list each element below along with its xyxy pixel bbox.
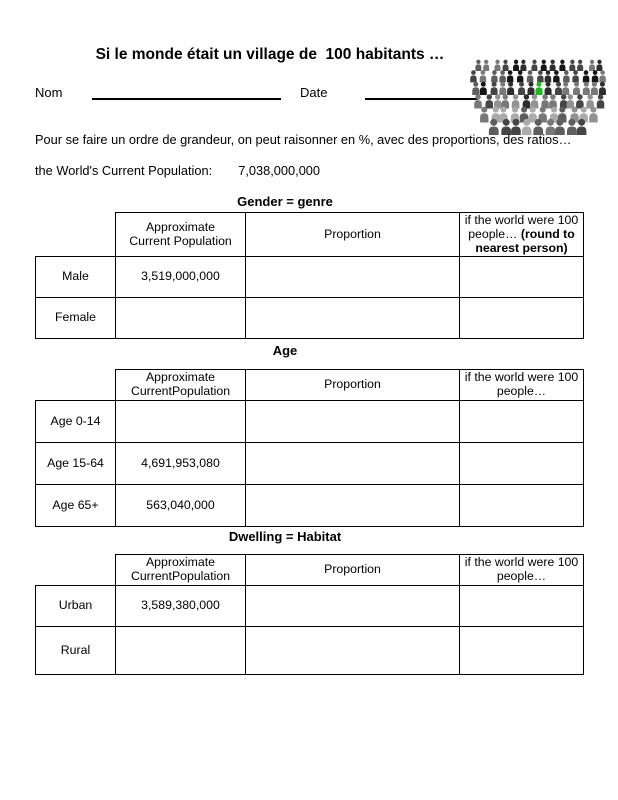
village-cell [460, 485, 584, 527]
date-blank-line [365, 98, 478, 100]
person-icon [531, 94, 539, 108]
table-row [36, 627, 584, 675]
person-icon [591, 82, 598, 95]
village-header-cell [460, 370, 584, 401]
person-icon [507, 70, 513, 82]
proportion-cell [246, 401, 460, 443]
person-icon [563, 70, 570, 82]
person-icon [572, 70, 578, 82]
person-icon [472, 82, 479, 95]
proportion-header-cell: Proportion [246, 370, 460, 401]
proportion-cell [246, 257, 460, 298]
corner-cell [36, 213, 116, 257]
highlighted-person-icon [535, 82, 542, 95]
person-icon [599, 82, 606, 95]
population-cell [116, 627, 246, 675]
person-icon [517, 70, 523, 82]
person-icon [470, 70, 476, 82]
population-cell [116, 401, 246, 443]
world-population-line [35, 163, 320, 178]
table-row [36, 586, 584, 627]
age-section-heading: Age [272, 343, 298, 358]
person-icon [586, 94, 594, 108]
table-row [36, 298, 584, 339]
population-header-cell [116, 213, 246, 257]
page-title: Si le monde était un village de 100 habitants … [95, 46, 445, 63]
row-label-cell: Age 65+ [36, 485, 116, 527]
header-text: if the world were 100 people… [464, 213, 579, 241]
row-label-cell: Age 15-64 [36, 443, 116, 485]
person-icon [541, 94, 549, 108]
crowd-illustration [465, 55, 613, 135]
person-icon [512, 94, 520, 108]
person-icon [549, 94, 557, 108]
person-icon [573, 82, 580, 95]
row-label-cell: Male [36, 257, 116, 298]
person-icon [503, 60, 509, 71]
village-cell [460, 586, 584, 627]
person-icon [550, 60, 556, 71]
person-icon [589, 60, 595, 71]
person-icon [559, 60, 565, 71]
person-icon [555, 82, 562, 95]
person-icon [537, 70, 543, 82]
person-icon [599, 70, 605, 82]
person-icon [569, 60, 575, 71]
person-icon [576, 94, 584, 108]
person-icon [495, 60, 501, 71]
corner-cell [36, 555, 116, 586]
person-icon [545, 70, 552, 82]
person-icon [592, 70, 599, 82]
person-icon [567, 94, 575, 108]
person-icon [527, 70, 534, 82]
person-icon [583, 70, 590, 82]
person-icon [499, 70, 505, 82]
person-icon [560, 94, 568, 108]
person-icon [531, 60, 537, 71]
proportion-header-cell: Proportion [246, 213, 460, 257]
village-header-cell [460, 213, 584, 257]
population-cell: 3,589,380,000 [116, 586, 246, 627]
intro-text: Pour se faire un ordre de grandeur, on peut raisonner en %, avec des proportions, des ratios… [35, 132, 572, 147]
row-label-cell: Urban [36, 586, 116, 627]
person-icon [499, 82, 506, 95]
person-icon [483, 60, 489, 71]
person-icon [518, 82, 525, 95]
population-header-cell [116, 555, 246, 586]
person-icon [513, 60, 519, 71]
person-icon [520, 60, 526, 71]
person-icon [501, 94, 509, 108]
header-line: Current Population [129, 233, 232, 248]
population-header-cell [116, 370, 246, 401]
proportion-cell [246, 586, 460, 627]
proportion-header-cell: Proportion [246, 555, 460, 586]
person-icon [474, 94, 482, 108]
population-cell: 563,040,000 [116, 485, 246, 527]
header-text: if the world were 100 people… [464, 370, 579, 398]
row-label-cell: Female [36, 298, 116, 339]
header-line: Approximate [145, 370, 216, 385]
proportion-cell [246, 485, 460, 527]
header-line: Approximate [145, 219, 216, 234]
village-cell [460, 257, 584, 298]
nom-blank-line [92, 98, 281, 100]
person-icon [475, 60, 481, 71]
table-row [36, 485, 584, 527]
proportion-cell [246, 443, 460, 485]
person-icon [562, 82, 569, 95]
population-label: the World's Current Population: [35, 163, 213, 178]
proportion-cell [246, 627, 460, 675]
header-row [36, 555, 584, 586]
gender-table [35, 212, 584, 339]
person-icon [480, 70, 487, 82]
village-header-cell [460, 555, 584, 586]
village-cell [460, 443, 584, 485]
proportion-cell [246, 298, 460, 339]
person-icon [494, 94, 502, 108]
row-label-cell: Rural [36, 627, 116, 675]
village-cell [460, 627, 584, 675]
population-value: 7,038,000,000 [238, 163, 321, 178]
header-row [36, 370, 584, 401]
person-icon [577, 60, 583, 71]
person-icon [597, 94, 605, 108]
person-icon [527, 82, 534, 95]
gender-section-heading: Gender = genre [237, 194, 333, 209]
dwelling-table [35, 554, 584, 675]
population-cell [116, 298, 246, 339]
row-label-cell: Age 0-14 [36, 401, 116, 443]
table-row [36, 401, 584, 443]
person-icon [583, 82, 590, 95]
table-row [36, 443, 584, 485]
person-icon [480, 82, 487, 95]
corner-cell [36, 370, 116, 401]
header-line: CurrentPopulation [130, 384, 231, 398]
population-cell: 4,691,953,080 [116, 443, 246, 485]
header-text: if the world were 100 people… [464, 555, 579, 583]
person-icon [480, 107, 488, 123]
population-cell: 3,519,000,000 [116, 257, 246, 298]
person-icon [553, 70, 559, 82]
person-icon [523, 94, 531, 108]
nom-label: Nom [35, 85, 63, 100]
person-icon [507, 82, 514, 95]
date-label: Date [300, 85, 328, 100]
person-icon [545, 82, 552, 95]
header-row [36, 213, 584, 257]
person-icon [491, 82, 498, 95]
age-table [35, 369, 584, 527]
dwelling-section-heading: Dwelling = Habitat [228, 529, 342, 544]
person-icon [485, 94, 493, 108]
table-row [36, 257, 584, 298]
village-cell [460, 401, 584, 443]
person-icon [491, 70, 497, 82]
person-icon [541, 60, 547, 71]
header-bold-text: (round to nearest person) [475, 226, 575, 255]
person-icon [589, 107, 597, 123]
header-line: CurrentPopulation [130, 569, 231, 583]
header-line: Approximate [145, 555, 216, 570]
village-cell [460, 298, 584, 339]
person-icon [596, 60, 602, 71]
